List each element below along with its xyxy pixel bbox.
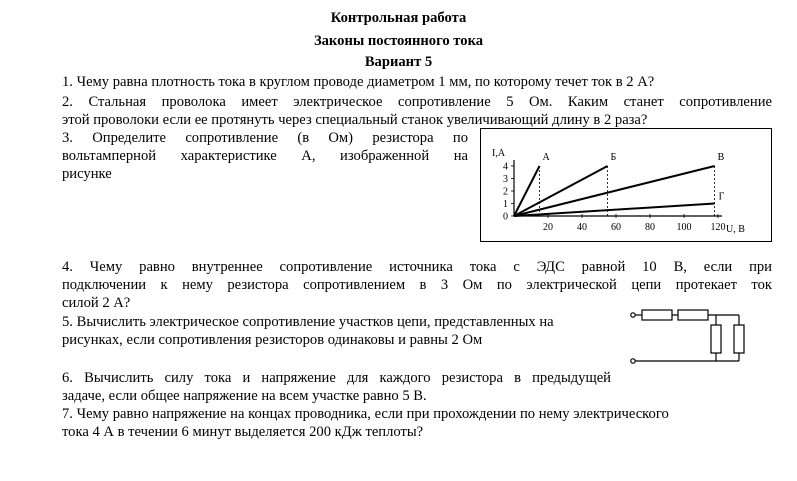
task-7-line-1: 7. Чему равно напряжение на концах проводника, если при прохождении по нему электрического [62,406,669,422]
task-3-line-2: вольтамперной характеристике А, изображенной на [62,148,468,164]
variant-label: Вариант 5 [364,54,433,70]
resistor-r4 [734,325,744,353]
y-tick-label: 1 [503,199,508,210]
resistor-circuit-diagram [628,303,752,367]
task-5-line-2: рисунках, если сопротивления резисторов одинаковы и равны 2 Ом [62,332,483,348]
task-3-line-3: рисунке [62,166,112,182]
task-3-line-1: 3. Определите сопротивление (в Ом) резистора по [62,130,468,146]
y-tick-label: 2 [503,186,508,198]
chart-y-label: I,A [492,148,506,159]
x-tick-label: 20 [543,222,553,233]
series-label-Б: Б [610,152,617,163]
x-tick-label: 60 [611,222,621,233]
task-4-line-2: подключении к нему резистора сопротивлением в 3 Ом по электрической цепи протекает ток [62,277,772,293]
series-label-А: А [542,152,550,163]
series-label-В: В [717,152,725,163]
chart-lines [514,152,725,216]
terminal-top [631,313,635,317]
series-label-Г: Г [718,191,725,203]
y-tick-label: 0 [503,211,508,223]
task-6-line-1: 6. Вычислить силу тока и напряжение для каждого резистора в предыдущей [62,370,611,386]
task-5-line-1: 5. Вычислить электрическое сопротивление участков цепи, представленных на [62,314,554,330]
task-7-line-2: тока 4 А в течении 6 минут выделяется 200 кДж теплоты? [62,424,424,440]
resistor-r3 [711,325,721,353]
task-6-line-2: задаче, если общее напряжение на всем участке равно 5 В. [62,388,427,404]
x-tick-label: 40 [577,222,587,233]
series-line-Г [514,204,715,217]
task-4-line-3: силой 2 А? [62,295,131,311]
chart-x-label: U, В [726,224,745,235]
terminal-bottom [631,359,635,363]
iv-characteristic-chart [480,128,772,242]
task-2-line-1: 2. Стальная проволока имеет электрическое сопротивление 5 Ом. Каким станет сопротивление [62,94,772,110]
document-title: Контрольная работа [330,10,467,26]
x-tick-label: 120 [710,222,726,233]
resistor-r1 [642,310,672,320]
task-1: 1. Чему равна плотность тока в круглом проводе диаметром 1 мм, по которому течет ток в 2 А? [62,74,655,90]
resistor-r2 [678,310,708,320]
task-4-line-1: 4. Чему равно внутреннее сопротивление источника тока с ЭДС равной 10 В, если при [62,259,772,275]
y-tick-label: 3 [503,174,508,185]
series-line-В [514,166,715,216]
series-line-Б [514,166,608,216]
y-tick-label: 4 [503,161,508,173]
task-2-line-2: этой проволоки если ее протянуть через специальный станок увеличивающий длину в 2 раза? [62,112,648,128]
x-tick-label: 80 [645,222,655,233]
x-tick-label: 100 [676,222,692,233]
document-subtitle: Законы постоянного тока [313,33,484,49]
